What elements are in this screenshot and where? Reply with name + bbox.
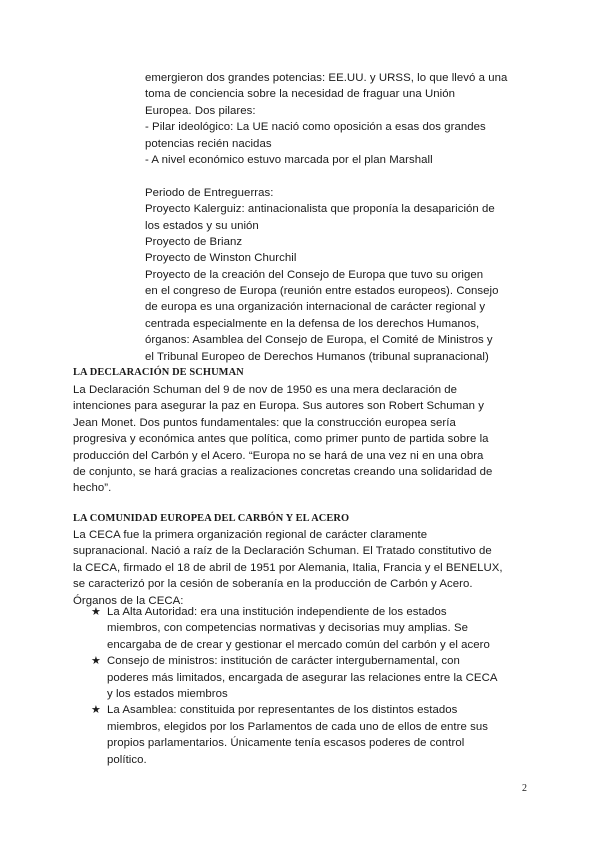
ceca-line: La CECA fue la primera organización regional de carácter claramente (73, 529, 428, 541)
star-icon: ★ (91, 606, 101, 618)
ceca-line: Órganos de la CECA: (73, 594, 184, 607)
bullet-line: Consejo de ministros: institución de carácter intergubernamental, con (107, 655, 460, 668)
schuman-line: La Declaración Schuman del 9 de nov de 1950 es una mera declaración de (73, 384, 458, 396)
entreguerras-line: el Tribunal Europeo de Derechos Humanos (tribunal supranacional) (145, 350, 489, 363)
entreguerras-line: Proyecto de la creación del Consejo de Europa que tuvo su origen (145, 268, 484, 281)
bullet-line: encargaba de de crear y gestionar el mercado común del carbón y el acero (107, 638, 490, 651)
intro-line: Europea. Dos pilares: (145, 104, 256, 117)
intro-block (145, 70, 507, 365)
schuman-paragraph (73, 382, 492, 497)
star-icon: ★ (91, 655, 101, 668)
bullet-line: La Alta Autoridad: era una institución independiente de los estados (107, 606, 447, 618)
bullet-line: miembros, con competencias normativas y decisorias muy amplias. Se (107, 622, 468, 635)
bullet-line: y los estados miembros (107, 687, 228, 700)
star-icon: ★ (91, 704, 101, 717)
bullet-line: poderes más limitados, encargada de asegurar las relaciones entre la CECA (107, 671, 498, 684)
bullet-line: miembros, elegidos por los Parlamentos de cada uno de ellos de entre sus (107, 720, 488, 733)
ceca-line: supranacional. Nació a raíz de la Declaración Schuman. El Tratado constitutivo de (73, 545, 492, 558)
schuman-line: progresiva y económica antes que política, como primer punto de partida sobre la (73, 433, 489, 446)
entreguerras-line: Proyecto de Brianz (145, 235, 243, 248)
entreguerras-line: Periodo de Entreguerras: (145, 186, 274, 199)
entreguerras-line: Proyecto de Winston Churchil (145, 252, 297, 265)
entreguerras-line: órganos: Asamblea del Consejo de Europa, el Comité de Ministros y (145, 334, 493, 347)
ceca-line: se caracterizó por la cesión de soberanía en la producción de Carbón y Acero. (73, 578, 473, 591)
intro-line: potencias recién nacidas (145, 137, 272, 150)
ceca-heading: LA COMUNIDAD EUROPEA DEL CARBÓN Y EL ACERO (73, 513, 350, 524)
page-number: 2 (522, 783, 527, 794)
bullet-line: propios parlamentarios. Únicamente tenía escasos poderes de control (107, 737, 465, 750)
schuman-heading: LA DECLARACIÓN DE SCHUMAN (73, 367, 244, 378)
intro-line: emergieron dos grandes potencias: EE.UU. y URSS, lo que llevó a una (145, 72, 508, 84)
schuman-line: intenciones para asegurar la paz en Europa. Sus autores son Robert Schuman y (73, 400, 484, 413)
entreguerras-line: en el congreso de Europa (reunión entre estados europeos). Consejo (145, 285, 499, 298)
schuman-line: de conjunto, se hará gracias a realizaciones concretas creando una solidaridad de (73, 465, 493, 478)
intro-line: - Pilar ideológico: La UE nació como oposición a esas dos grandes (145, 121, 486, 134)
schuman-line: producción del Carbón y el Acero. “Europa no se hará de una vez ni en una obra (73, 449, 484, 462)
intro-line: toma de conciencia sobre la necesidad de fraguar una Unión (145, 88, 456, 101)
ceca-line: la CECA, firmado el 18 de abril de 1951 por Alemania, Italia, Francia y el BENELUX, (73, 561, 503, 574)
ceca-bullet-list (91, 604, 498, 768)
blank-line (145, 168, 507, 184)
intro-line: - A nivel económico estuvo marcada por el plan Marshall (145, 153, 433, 166)
bullet-line: La Asamblea: constituida por representantes de los distintos estados (107, 704, 458, 717)
ceca-paragraph (73, 527, 503, 609)
list-item (91, 702, 498, 768)
schuman-line: Jean Monet. Dos puntos fundamentales: que la construcción europea sería (73, 416, 456, 429)
entreguerras-line: Proyecto Kalerguiz: antinacionalista que proponía la desaparición de (145, 203, 495, 216)
list-item (91, 604, 498, 653)
list-item (91, 653, 498, 702)
entreguerras-line: los estados y su unión (145, 219, 259, 232)
schuman-line: hecho”. (73, 482, 112, 495)
entreguerras-line: centrada especialmente en la defensa de los derechos Humanos, (145, 317, 480, 330)
bullet-line: político. (107, 753, 147, 766)
entreguerras-line: de europa es una organización internacional de carácter regional y (145, 301, 486, 314)
